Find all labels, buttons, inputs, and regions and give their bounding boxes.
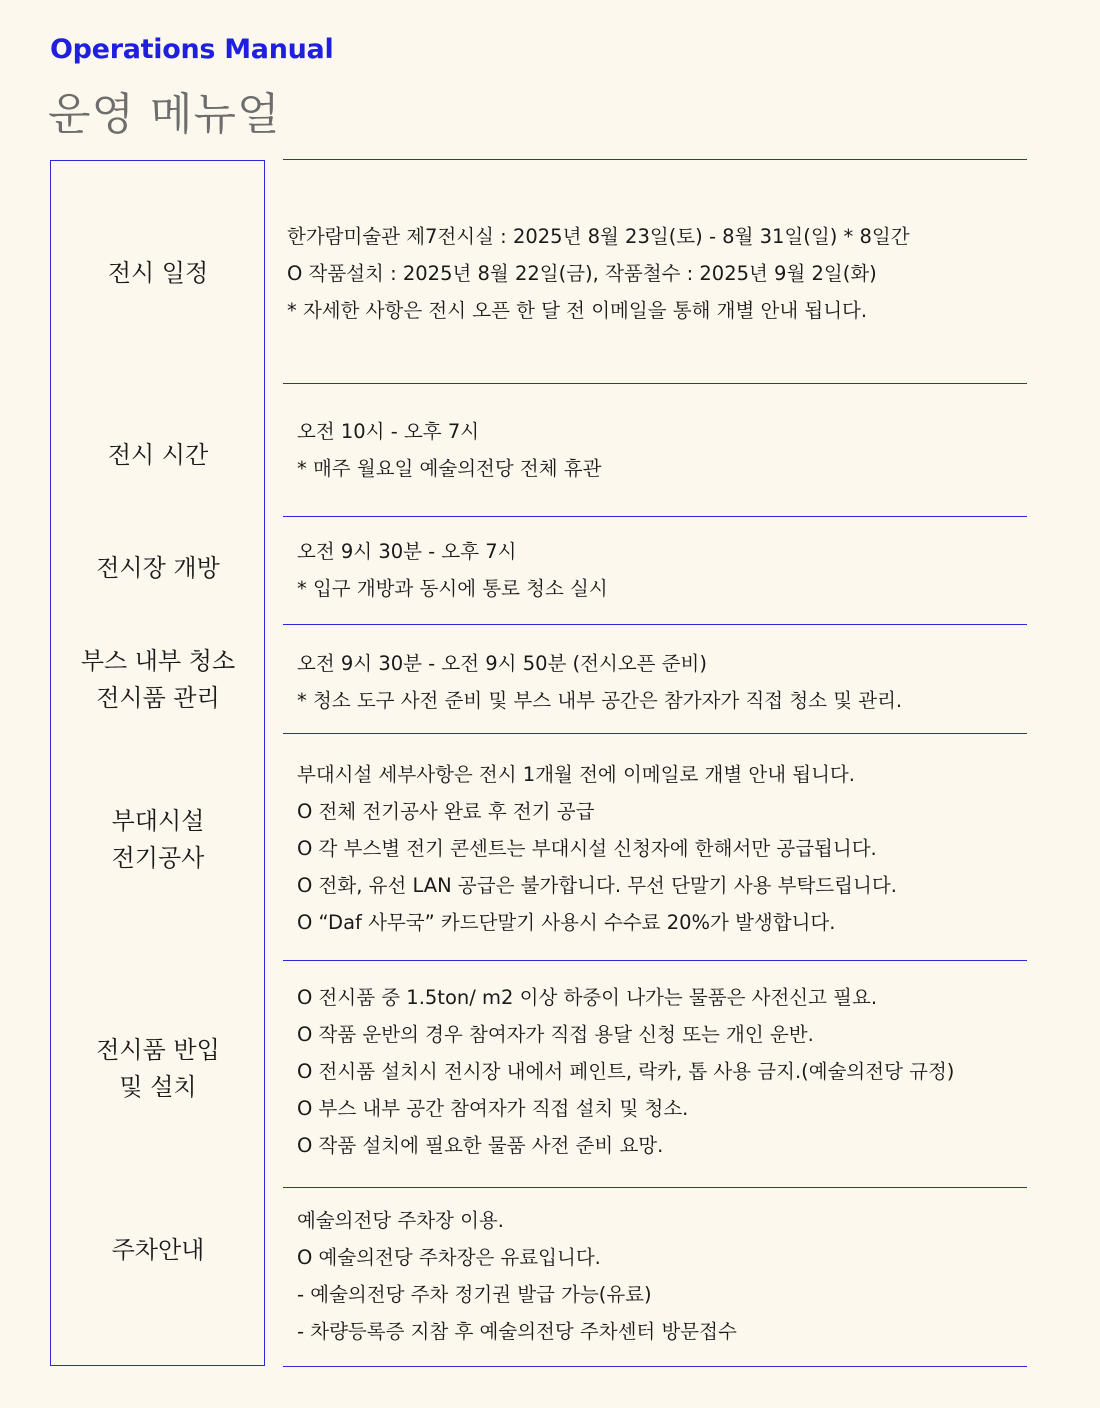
- section-label-line: 부스 내부 청소: [80, 647, 236, 675]
- content-line: * 입구 개방과 동시에 통로 청소 실시: [297, 577, 608, 600]
- section-label-line: 주차안내: [111, 1236, 205, 1264]
- section-label-line: 전시 시간: [107, 441, 209, 469]
- divider-line: [283, 1366, 1027, 1367]
- section-content-hours: [297, 413, 601, 487]
- page-title-ko: 운영 메뉴얼: [48, 89, 281, 140]
- divider-line: [283, 516, 1027, 517]
- section-label-hours: [50, 437, 266, 474]
- content-line: O 전시품 중 1.5ton/ m2 이상 하중이 나가는 물품은 사전신고 필요.: [297, 986, 878, 1009]
- content-line: * 매주 월요일 예술의전당 전체 휴관: [297, 457, 602, 480]
- section-label-cleaning: [50, 643, 266, 717]
- section-label-line: 부대시설: [111, 807, 205, 835]
- divider-line: [283, 960, 1027, 961]
- content-line: O 작품 운반의 경우 참여자가 직접 용달 신청 또는 개인 운반.: [297, 1023, 814, 1046]
- section-label-line: 전시장 개방: [96, 554, 220, 582]
- section-label-schedule: [50, 255, 266, 292]
- section-content-opening: [297, 533, 608, 607]
- divider-line: [283, 159, 1027, 160]
- content-line: O 작품설치 : 2025년 8월 22일(금), 작품철수 : 2025년 9월 2일(화): [287, 262, 877, 285]
- content-line: 부대시설 세부사항은 전시 1개월 전에 이메일로 개별 안내 됩니다.: [297, 763, 855, 786]
- section-label-installation: [50, 1032, 266, 1106]
- section-label-line: 전시 일정: [107, 259, 209, 287]
- content-line: 예술의전당 주차장 이용.: [297, 1209, 504, 1232]
- content-line: 오전 9시 30분 - 오후 7시: [297, 540, 517, 563]
- section-content-schedule: [287, 218, 910, 329]
- content-line: * 자세한 사항은 전시 오픈 한 달 전 이메일을 통해 개별 안내 됩니다.: [287, 299, 868, 322]
- divider-line: [283, 383, 1027, 384]
- content-line: 한가람미술관 제7전시실 : 2025년 8월 23일(토) - 8월 31일(일) * 8일간: [287, 225, 910, 248]
- section-content-facilities: [297, 756, 897, 941]
- content-line: - 차량등록증 지참 후 예술의전당 주차센터 방문접수: [297, 1320, 737, 1343]
- section-content-parking: [297, 1202, 737, 1350]
- content-line: - 예술의전당 주차 정기권 발급 가능(유료): [297, 1283, 652, 1306]
- content-line: O “Daf 사무국” 카드단말기 사용시 수수료 20%가 발생합니다.: [297, 911, 836, 934]
- content-line: O 각 부스별 전기 콘센트는 부대시설 신청자에 한해서만 공급됩니다.: [297, 837, 877, 860]
- divider-line: [283, 1187, 1027, 1188]
- content-line: O 전화, 유선 LAN 공급은 불가합니다. 무선 단말기 사용 부탁드립니다.: [297, 874, 897, 897]
- content-line: O 부스 내부 공간 참여자가 직접 설치 및 청소.: [297, 1097, 689, 1120]
- content-line: O 전체 전기공사 완료 후 전기 공급: [297, 800, 595, 823]
- page-title-en: Operations Manual: [50, 34, 334, 65]
- section-label-facilities: [50, 803, 266, 877]
- section-label-line: 전기공사: [111, 844, 205, 872]
- content-line: O 전시품 설치시 전시장 내에서 페인트, 락카, 톱 사용 금지.(예술의전당 규정): [297, 1060, 955, 1083]
- content-line: 오전 10시 - 오후 7시: [297, 420, 480, 443]
- label-column-box: [50, 160, 265, 1366]
- content-line: * 청소 도구 사전 준비 및 부스 내부 공간은 참가자가 직접 청소 및 관리.: [297, 689, 903, 712]
- divider-line: [283, 733, 1027, 734]
- section-content-installation: [297, 979, 954, 1164]
- section-label-parking: [50, 1232, 266, 1269]
- section-label-line: 및 설치: [119, 1073, 197, 1101]
- section-label-opening: [50, 550, 266, 587]
- content-line: 오전 9시 30분 - 오전 9시 50분 (전시오픈 준비): [297, 652, 707, 675]
- divider-line: [283, 624, 1027, 625]
- content-line: O 작품 설치에 필요한 물품 사전 준비 요망.: [297, 1134, 664, 1157]
- content-line: O 예술의전당 주차장은 유료입니다.: [297, 1246, 601, 1269]
- section-label-line: 전시품 반입: [96, 1036, 220, 1064]
- section-label-line: 전시품 관리: [96, 684, 220, 712]
- section-content-cleaning: [297, 645, 902, 719]
